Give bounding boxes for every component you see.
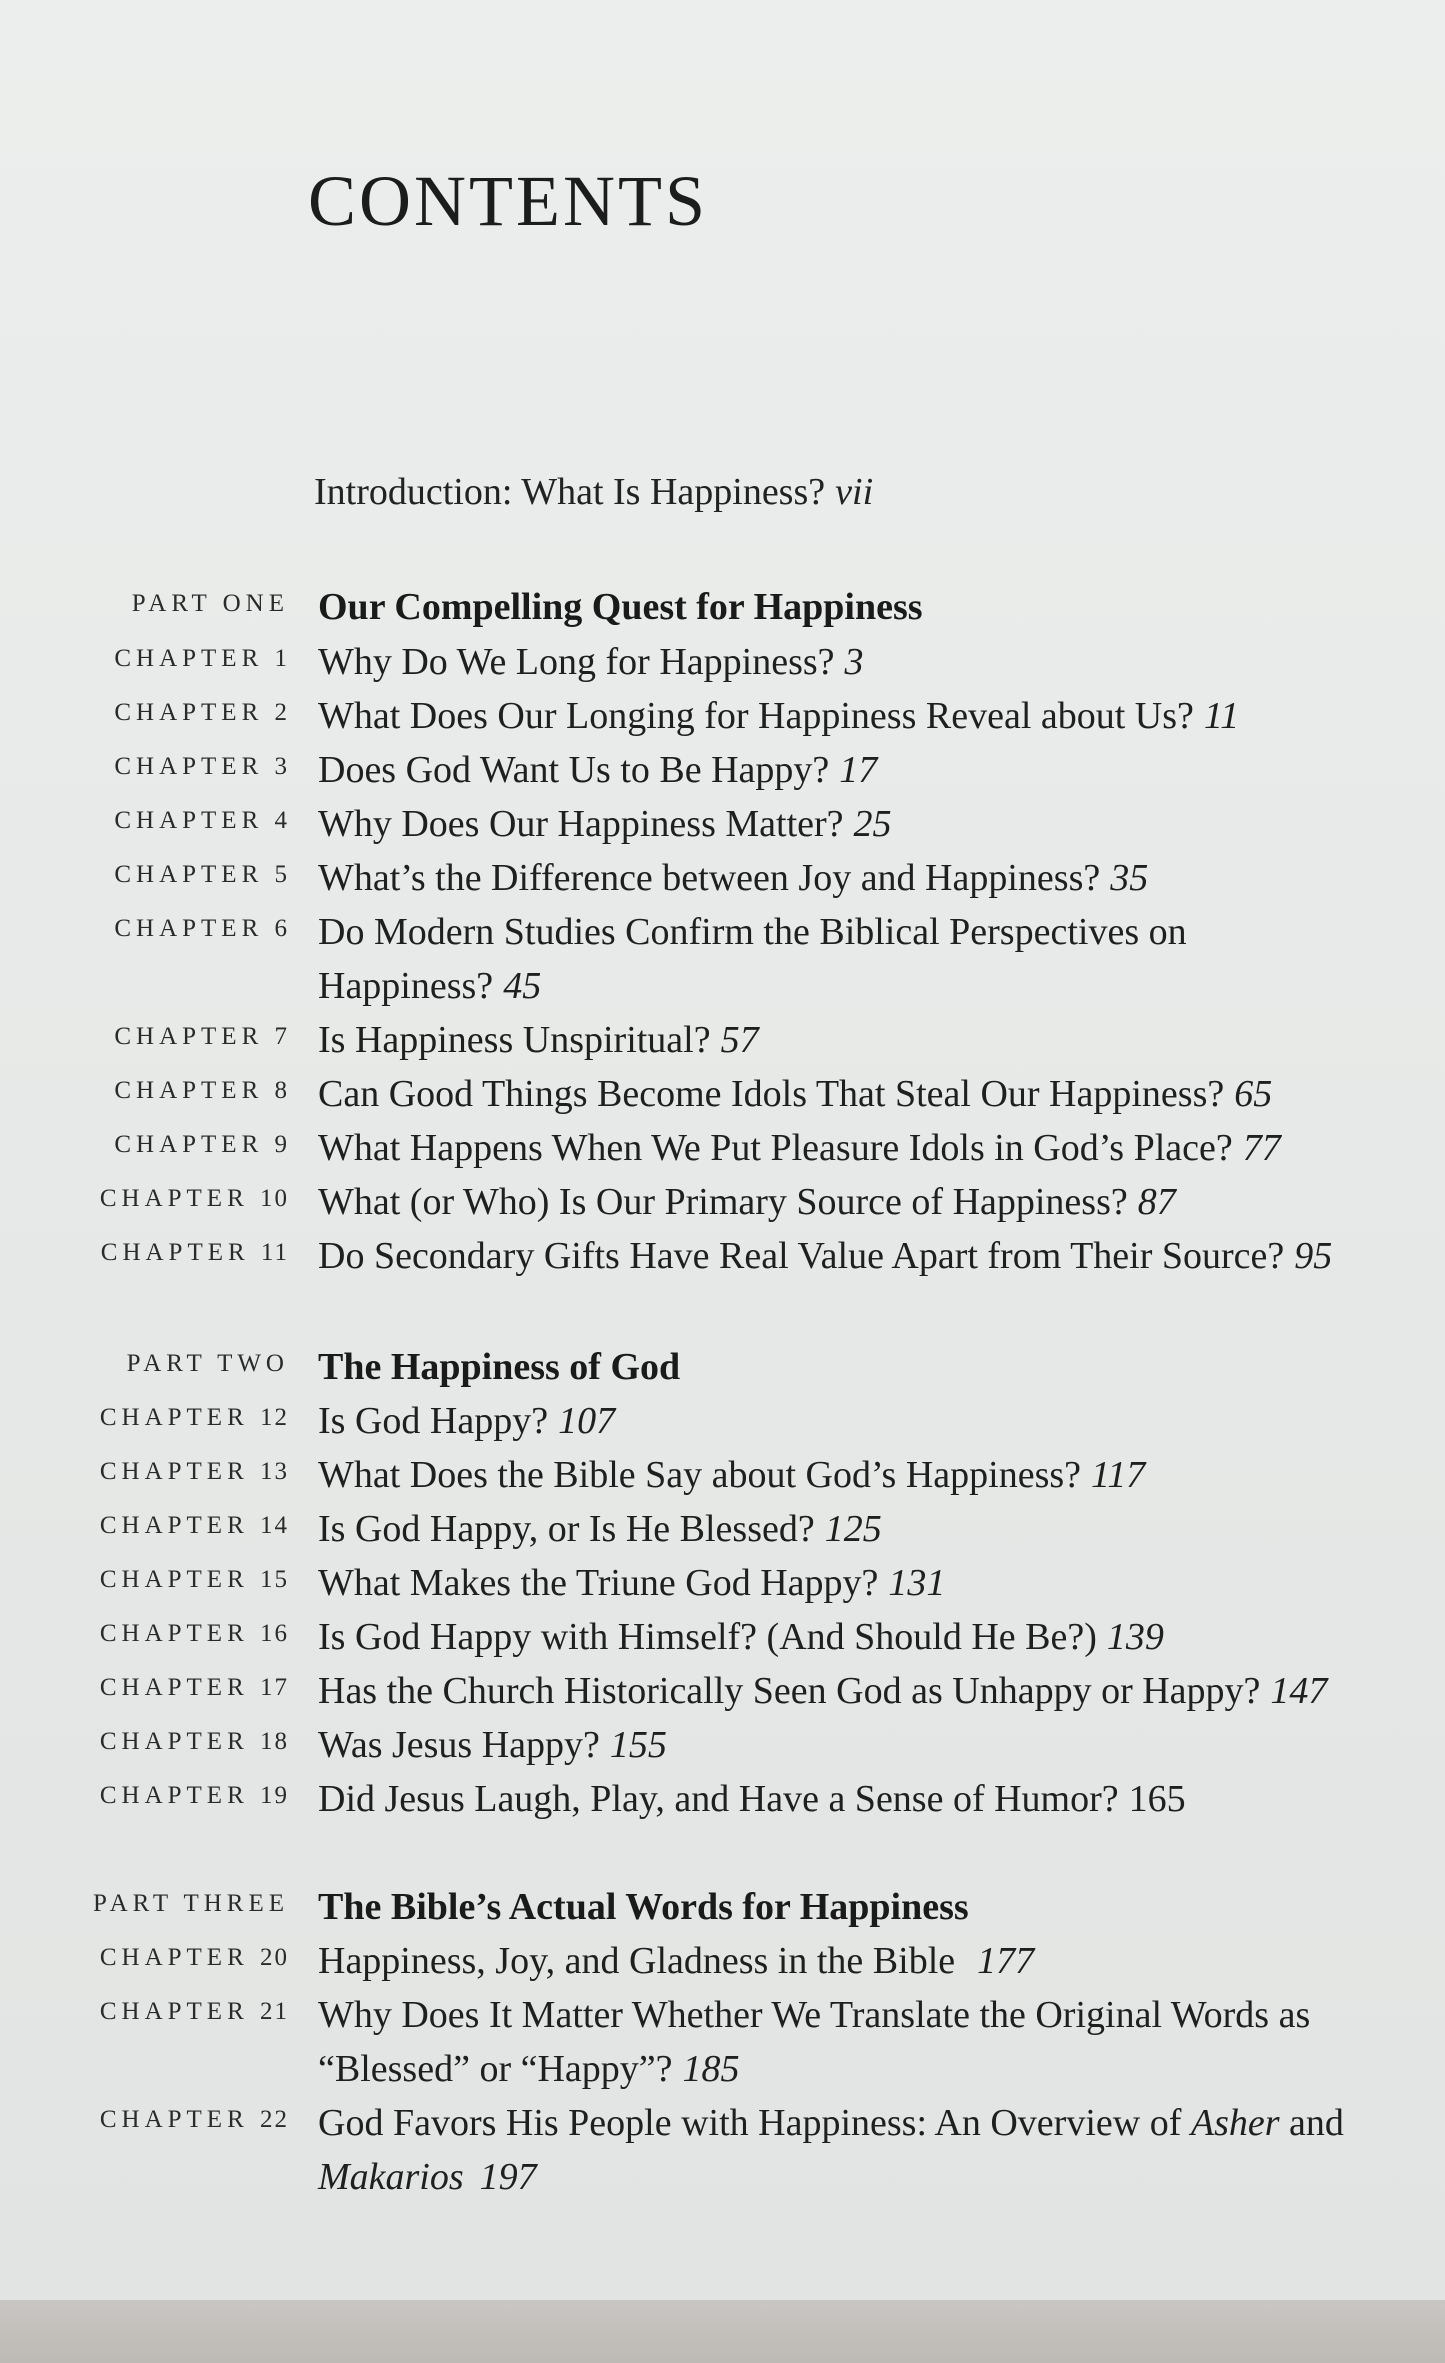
- chapter-label: CHAPTER 18: [99, 1728, 289, 1755]
- chapter-page: 185: [682, 2048, 740, 2090]
- chapter-title: Why Do We Long for Happiness? 3: [318, 641, 864, 683]
- part-one-label: PART ONE: [131, 590, 289, 617]
- chapter-page: 95: [1294, 1235, 1333, 1277]
- chapter-label: CHAPTER 14: [99, 1512, 289, 1539]
- chapter-page: 25: [853, 803, 892, 845]
- chapter-title: Can Good Things Become Idols That Steal Our Happiness? 65: [318, 1073, 1273, 1115]
- chapter-label: CHAPTER 16: [99, 1620, 289, 1647]
- chapter-label: CHAPTER 5: [114, 861, 289, 888]
- chapter-page: 139: [1106, 1616, 1164, 1658]
- chapter-page: 57: [720, 1019, 759, 1061]
- chapter-page: 107: [558, 1400, 616, 1442]
- chapter-page: 117: [1091, 1454, 1146, 1496]
- chapter-label: CHAPTER 20: [99, 1944, 289, 1971]
- chapter-label: CHAPTER 1: [114, 645, 289, 672]
- chapter-page: 197: [479, 2156, 537, 2198]
- chapter-page: 87: [1137, 1181, 1176, 1223]
- chapter-label: CHAPTER 13: [99, 1458, 289, 1485]
- chapter-title: What Happens When We Put Pleasure Idols in God’s Place? 77: [318, 1127, 1281, 1169]
- part-one-title: Our Compelling Quest for Happiness: [318, 586, 923, 628]
- chapter-title: What (or Who) Is Our Primary Source of Happiness? 87: [318, 1181, 1176, 1223]
- chapter-title: Do Secondary Gifts Have Real Value Apart from Their Source? 95: [318, 1235, 1333, 1277]
- chapter-label: CHAPTER 6: [114, 915, 289, 942]
- chapter-label: CHAPTER 15: [99, 1566, 289, 1593]
- part-three-label: PART THREE: [93, 1890, 289, 1917]
- chapter-title: Why Does Our Happiness Matter? 25: [318, 803, 892, 845]
- introduction-page: vii: [835, 471, 874, 513]
- page-title: CONTENTS: [308, 161, 708, 241]
- chapter-page: 35: [1110, 857, 1149, 899]
- chapter-title: Is God Happy? 107: [318, 1400, 616, 1442]
- chapter-label: CHAPTER 4: [114, 807, 289, 834]
- chapter-page: 165: [1128, 1778, 1186, 1820]
- chapter-label: CHAPTER 2: [114, 699, 289, 726]
- part-two-title: The Happiness of God: [318, 1346, 681, 1388]
- chapter-title: Happiness, Joy, and Gladness in the Bible 177: [318, 1940, 1035, 1982]
- part-two-label: PART TWO: [126, 1350, 289, 1377]
- chapter-title: Do Modern Studies Confirm the Biblical Perspectives on Happiness? 45: [318, 911, 1187, 1007]
- chapter-label: CHAPTER 17: [99, 1674, 289, 1701]
- chapter-page: 65: [1234, 1073, 1273, 1115]
- chapter-page: 155: [609, 1724, 667, 1766]
- chapter-label: CHAPTER 3: [114, 753, 289, 780]
- chapter-title: What Makes the Triune God Happy? 131: [318, 1562, 946, 1604]
- chapter-page: 125: [824, 1508, 882, 1550]
- chapter-title: Is Happiness Unspiritual? 57: [318, 1019, 759, 1061]
- chapter-title: Has the Church Historically Seen God as Unhappy or Happy? 147: [318, 1670, 1328, 1712]
- chapter-page: 11: [1203, 695, 1240, 737]
- chapter-label: CHAPTER 22: [99, 2106, 289, 2133]
- chapter-label: CHAPTER 19: [99, 1782, 289, 1809]
- chapter-title: What’s the Difference between Joy and Happiness? 35: [318, 857, 1149, 899]
- chapter-page: 147: [1270, 1670, 1328, 1712]
- chapter-label: CHAPTER 10: [99, 1185, 289, 1212]
- part-three-title: The Bible’s Actual Words for Happiness: [318, 1886, 969, 1928]
- chapter-label: CHAPTER 8: [114, 1077, 289, 1104]
- chapter-label: CHAPTER 12: [99, 1404, 289, 1431]
- chapter-page: 45: [503, 965, 542, 1007]
- chapter-label: CHAPTER 21: [99, 1998, 289, 2025]
- chapter-page: 17: [839, 749, 878, 791]
- chapter-label: CHAPTER 7: [114, 1023, 289, 1050]
- chapter-title: Was Jesus Happy? 155: [318, 1724, 667, 1766]
- chapter-label: CHAPTER 9: [114, 1131, 289, 1158]
- chapter-title: God Favors His People with Happiness: An Overview of Asher and Makarios 197: [318, 2102, 1344, 2198]
- chapter-title: Is God Happy, or Is He Blessed? 125: [318, 1508, 882, 1550]
- table-surface: [0, 2300, 1445, 2363]
- chapter-title: What Does the Bible Say about God’s Happiness? 117: [318, 1454, 1146, 1496]
- chapter-page: 3: [844, 641, 864, 683]
- chapter-title: What Does Our Longing for Happiness Reveal about Us? 11: [318, 695, 1240, 737]
- chapter-title: Is God Happy with Himself? (And Should He Be?) 139: [318, 1616, 1164, 1658]
- chapter-title: Why Does It Matter Whether We Translate the Original Words as “Blessed” or “Happy”? 185: [318, 1994, 1311, 2090]
- chapter-title: Does God Want Us to Be Happy? 17: [318, 749, 878, 791]
- chapter-label: CHAPTER 11: [100, 1239, 289, 1266]
- chapter-title: Did Jesus Laugh, Play, and Have a Sense of Humor? 165: [318, 1778, 1186, 1820]
- introduction-entry: [314, 470, 873, 514]
- chapter-page: 131: [888, 1562, 946, 1604]
- chapter-page: 77: [1242, 1127, 1281, 1169]
- chapter-page: 177: [977, 1940, 1035, 1982]
- introduction-title: Introduction: What Is Happiness?: [314, 471, 826, 513]
